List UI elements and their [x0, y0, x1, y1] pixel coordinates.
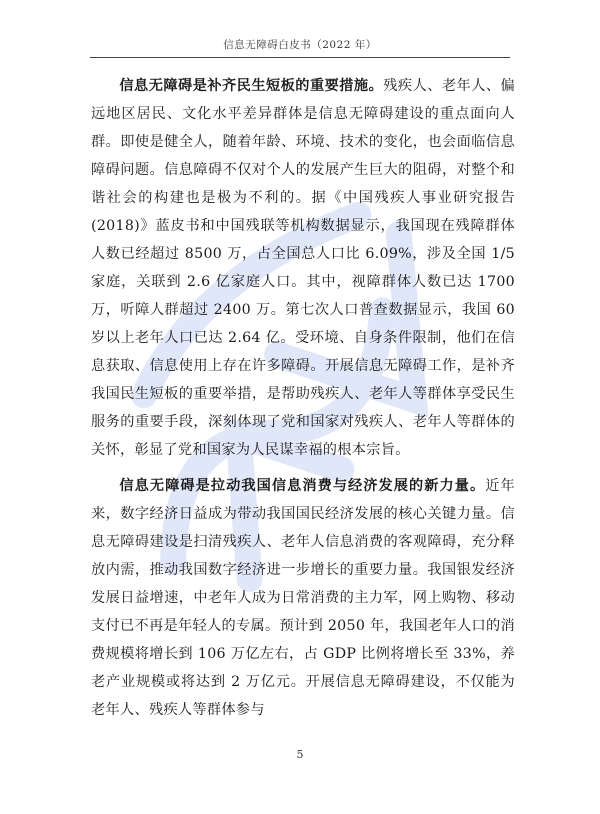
header-divider	[90, 57, 510, 58]
paragraph-text: 残疾人、老年人、偏远地区居民、文化水平差异群体是信息无障碍建设的重点面向人群。即使是健全人，随着年龄、环境、技术的变化，也会面临信息障碍问题。信息障碍不仅对个人的发展产生巨大的阻碍，对整个和谐社会的构建也是极为不利的。据《中国残疾人事业研究报告(2018)》蓝皮书和中国残联等机构数据显示，我国现在残障群体人数已经超过 8500 万，占全国总人口比 6.09%，涉及全国 1/5 家庭，关联到 2.6 亿家庭人口。其中，视障群体人数已达 1700 万，听障人群超过 2400 万。第七次人口普查数据显示，我国 60 岁以上老年人口已达 2.64 亿。受环境、自身条件限制，他们在信息获取、信息使用上存在许多障碍。开展信息无障碍工作，是补齐我国民生短板的重要举措，是帮助残疾人、老年人等群体享受民生服务的重要手段，深刻体现了党和国家对残疾人、老年人等群体的关怀，彰显了党和国家为人民谋幸福的根本宗旨。	[91, 78, 516, 458]
page-number: 5	[296, 748, 304, 761]
paragraph-lead: 信息无障碍是拉动我国信息消费与经济发展的新力量。	[119, 478, 486, 494]
paragraph-lead: 信息无障碍是补齐民生短板的重要措施。	[119, 78, 384, 94]
header-title: 信息无障碍白皮书（2022 年）	[223, 39, 377, 51]
paragraph-text: 近年来，数字经济日益成为带动我国国民经济发展的核心关键力量。信息无障碍建设是扫清残疾人、老年人信息消费的客观障碍，充分释放内需，推动我国数字经济进一步增长的重要力量。我国银发经济发展日益增速，中老年人成为日常消费的主力军，网上购物、移动支付已不再是年轻人的专属。预计到 2050 年，我国老年人口的消费规模将增长到 106 万亿左右，占 GDP 比例将增长至 33%，养老产业规模或将达到 2 万亿元。开展信息无障碍建设，不仅能为老年人、残疾人等群体参与	[91, 478, 515, 718]
paragraph-economy	[91, 472, 515, 724]
paragraph-livelihood	[91, 72, 515, 464]
document-body	[91, 72, 515, 732]
page-header	[0, 0, 600, 52]
